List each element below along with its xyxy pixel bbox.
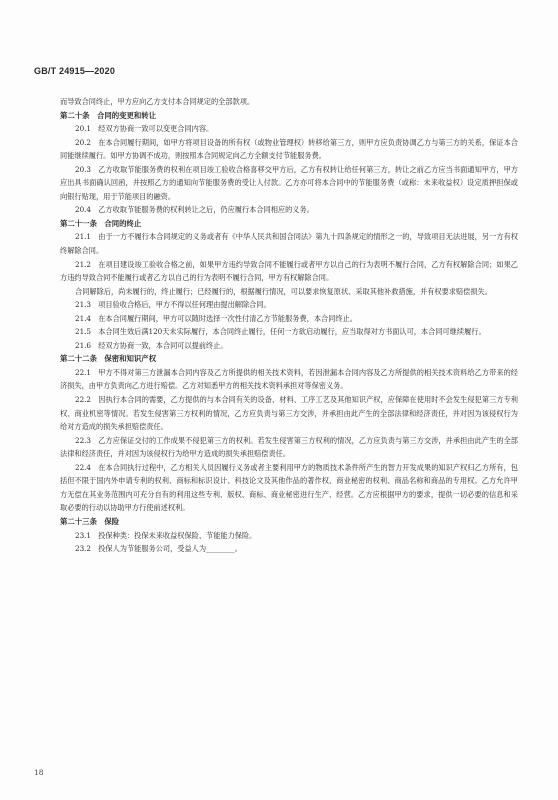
paragraph: 21.6 经双方协商一致，本合同可以提前终止。 xyxy=(75,340,228,350)
article-heading: 第二十一条 合同的终止 xyxy=(60,218,142,228)
paragraph: 21.5 本合同生效后满120天未实际履行，本合同终止履行，任何一方欲启动履行，应当取得对方书面认可，本合同可继续履行。 xyxy=(75,327,486,337)
paragraph: 20.4 乙方收取节能服务费的权利转让之后，仍应履行本合同相应的义务。 xyxy=(75,205,314,215)
paragraph: 而导致合同终止，甲方应向乙方支付本合同规定的全部款项。 xyxy=(60,97,255,106)
paragraph: 23.2 投保人为节能服务公司，受益人为________。 xyxy=(75,544,242,554)
paragraph: 21.4 在本合同履行期间，甲方可以随时选择一次性付清乙方节能服务费，本合同终止。 xyxy=(75,313,357,323)
paragraph: 21.2 在项目建设竣工验收合格之前，如果甲方违约导致合同不能履行或者甲方以自己的行为表明不履行合同，乙方有权解除合同；如果乙方违约导致合同不能履行或者乙方以自己的行为表明不履行合同，甲方有权解除合同。 xyxy=(60,259,518,283)
paragraph: 22.1 甲方不得对第三方泄漏本合同内容及乙方所提供的相关技术资料，若因泄漏本合同内容及乙方所提供的相关技术资料给乙方带来的经济损失，由甲方负责向乙方进行赔偿。乙方对知悉甲方的相关技术资料承担对等保密义务。 xyxy=(60,367,518,391)
paragraph: 23.1 投保种类：投保未来收益权保险、节能能力保险。 xyxy=(75,530,257,540)
article-heading: 第二十三条 保险 xyxy=(60,516,120,526)
paragraph: 22.2 因执行本合同的需要，乙方提供的与本合同有关的设备、材料、工序工艺及其他知识产权，应保障在使用时不会发生侵犯第三方专利权、商业机密等情况。若发生侵害第三方权利的情况，乙方应负责与第三方交涉，并承担由此产生的全部法律和经济责任，并对因为该侵权行为给对方造成的损失承担赔偿责任。 xyxy=(60,395,518,432)
paragraph: 20.2 在本合同履行期间，如甲方将项目设备的所有权（或物业管理权）转移给第三方，则甲方应负责协调乙方与第三方的关系，保证本合同能继续履行。如甲方协调不成功，则按照本合同规定向乙方全额支付节能服务费。 xyxy=(60,137,518,161)
paragraph: 合同解除后，尚未履行的，终止履行；已经履行的，根据履行情况，可以要求恢复原状、采取其他补救措施，并有权要求赔偿损失。 xyxy=(75,286,492,296)
paragraph: 22.4 在本合同执行过程中，乙方相关人员因履行义务或者主要利用甲方的物质技术条件所产生的智力开发成果的知识产权归乙方所有，包括但不限于国内外申请专利的权利、商标和标识设计、科技论文及其他作品的著作权、商业秘密的权利、商品名称和商品的专用权。乙方允许甲方无偿在其业务范围内可充分自有的利用这些专利、版权、商标、商业秘密进行生产、经营。乙方应根据甲方的要求，提供一切必要的信息和采取必要的行动以协助甲方行使前述权利。 xyxy=(60,462,518,513)
paragraph: 20.1 经双方协商一致可以变更合同内容。 xyxy=(75,124,214,134)
article-heading: 第二十条 合同的变更和转让 xyxy=(60,110,157,120)
document-body xyxy=(60,95,518,556)
paragraph: 21.1 由于一方不履行本合同规定的义务或者有《中华人民共和国合同法》第九十四条规定的情形之一的，导致项目无法进展，另一方有权终解除合同。 xyxy=(60,232,518,256)
article-heading: 第二十二条 保密和知识产权 xyxy=(60,354,157,364)
standard-code-header: GB/T 24915—2020 xyxy=(34,66,116,76)
page-number: 18 xyxy=(34,768,44,777)
paragraph: 22.3 乙方应保证交付的工作成果不侵犯第三方的权利。若发生侵害第三方权利的情况，乙方应负责与第三方交涉，并承担由此产生的全部法律和经济责任，并对因为该侵权行为给甲方造成的损失承担赔偿责任。 xyxy=(60,435,518,459)
paragraph: 21.3 项目验收合格后，甲方不得以任何理由提出解除合同。 xyxy=(75,300,271,310)
paragraph: 20.3 乙方收取节能服务费的权利在项目竣工验收合格喜移交甲方后，乙方有权转让给任何第三方，转让之前乙方应当书面通知甲方，甲方应出具书面确认回函，并按照乙方的通知向节能服务费的受让人付款。乙方亦可将本合同中的节能服务费（或称：未来收益权）设定质押担保或向银行贴现，用于节能项目的融资。 xyxy=(60,164,518,201)
